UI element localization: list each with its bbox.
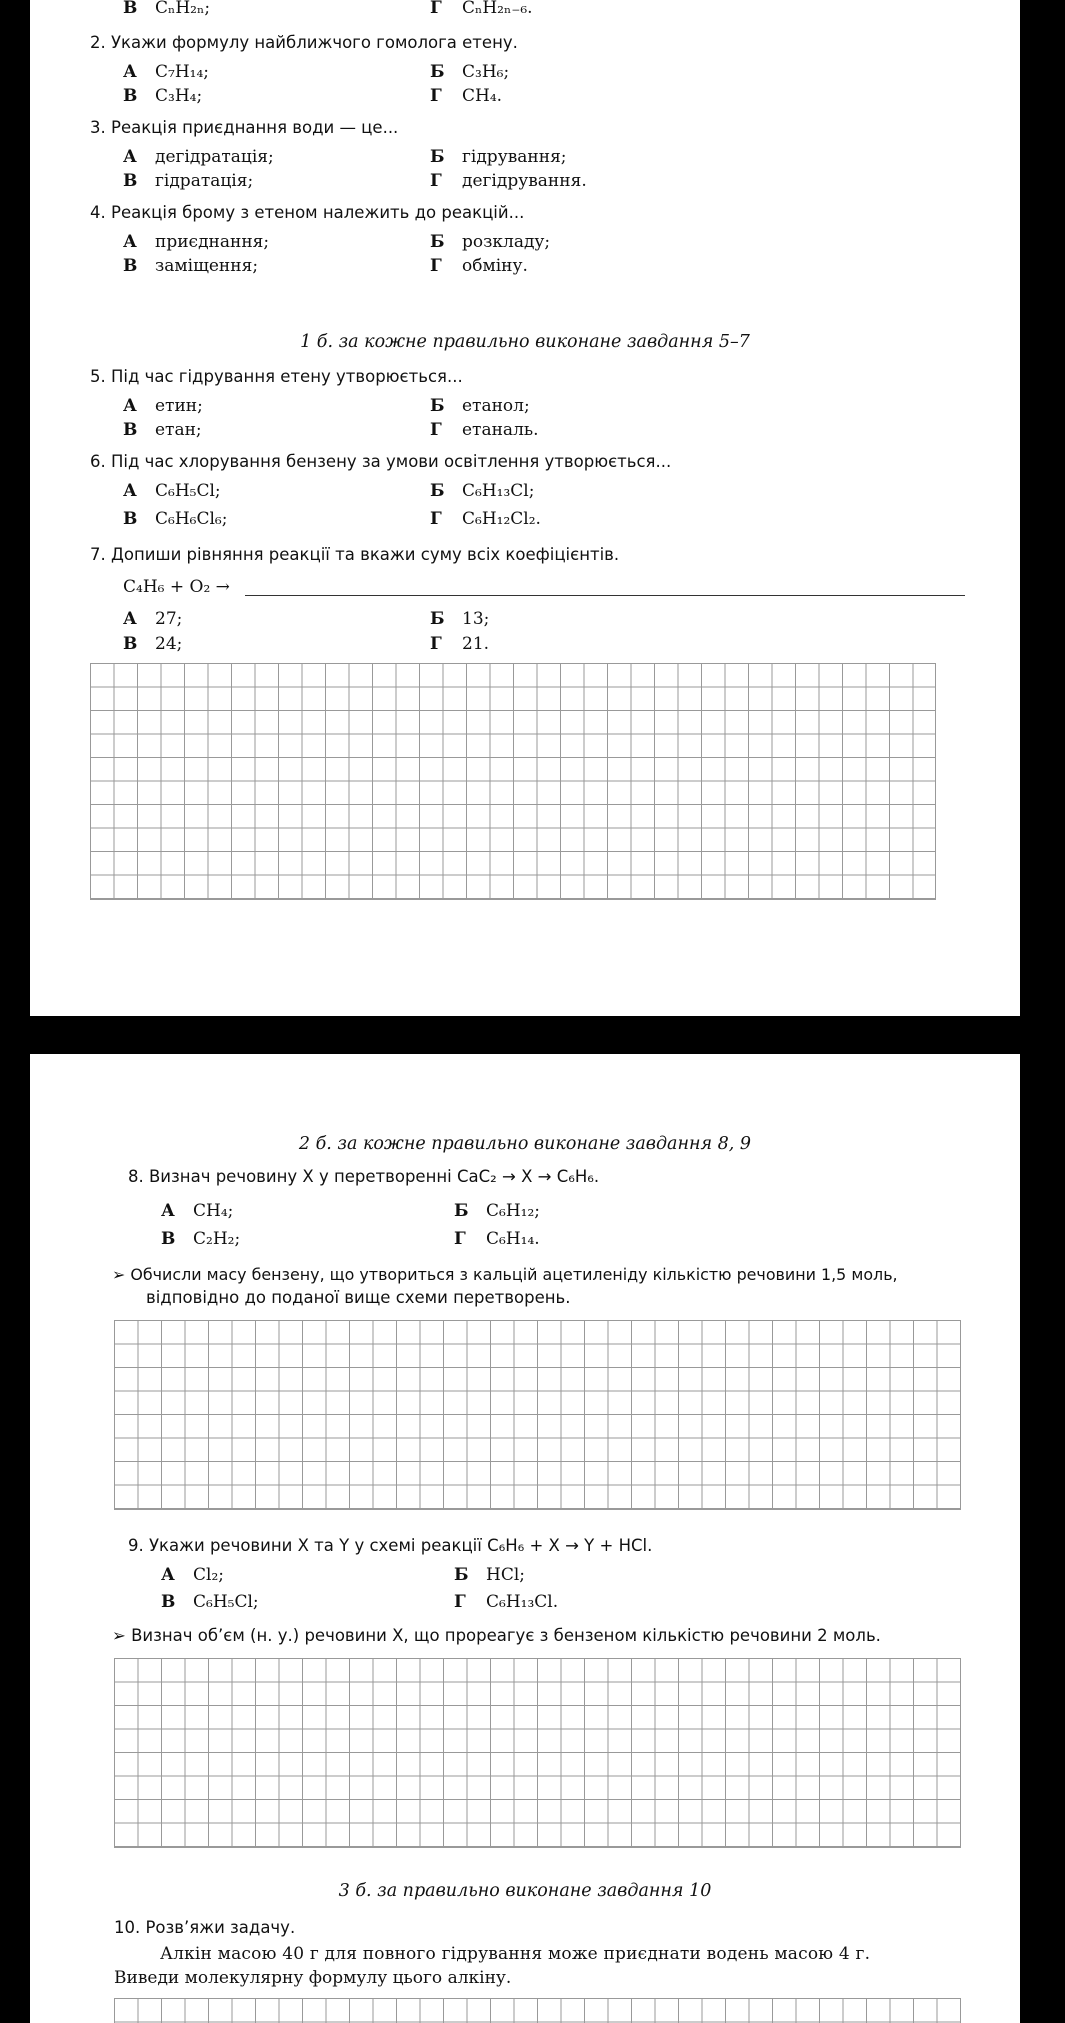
option-v: В CₙH₂ₙ; — [123, 0, 211, 18]
question-4: 4. Реакція брому з етеном належить до реакцій... — [90, 203, 525, 222]
option-g: Г етаналь. — [430, 420, 539, 440]
question-8: 8. Визнач речовину X у перетворенні CaC₂ → X → C₆H₆. — [128, 1167, 600, 1186]
question-5: 5. Під час гідрування етену утворюється... — [90, 367, 463, 386]
question-9: 9. Укажи речовини X та Y у схемі реакції C₆H₆ + X → Y + HCl. — [128, 1536, 653, 1555]
option-g: Г C₆H₁₂Cl₂. — [430, 509, 541, 529]
option-v: В C₃H₄; — [123, 86, 203, 106]
option-b: Б розкладу; — [430, 232, 551, 252]
answer-grid[interactable] — [90, 663, 936, 900]
worksheet-page-2 — [30, 1054, 1020, 2023]
question-7: 7. Допиши рівняння реакції та вкажи суму всіх коефіцієнтів. — [90, 545, 620, 564]
option-a: А C₇H₁₄; — [123, 62, 210, 82]
question-10: 10. Розв’яжи задачу. — [114, 1918, 296, 1937]
section-header: 1 б. за кожне правильно виконане завдання 5–7 — [300, 332, 750, 352]
option-a: А C₆H₅Cl; — [123, 481, 221, 501]
answer-grid[interactable] — [114, 1998, 961, 2023]
question-6: 6. Під час хлорування бензену за умови освітлення утворюється... — [90, 452, 672, 471]
option-a: А Cl₂; — [161, 1565, 224, 1585]
option-a: А 27; — [123, 609, 183, 629]
option-v: В 24; — [123, 634, 183, 654]
option-b: Б гідрування; — [430, 147, 567, 167]
option-b: Б етанол; — [430, 396, 530, 416]
option-g: Г 21. — [430, 634, 490, 654]
answer-line[interactable] — [245, 595, 965, 596]
option-g: Г CH₄. — [430, 86, 503, 106]
task-text: Алкін масою 40 г для повного гідрування може приєднати водень масою 4 г. — [160, 1944, 871, 1964]
option-b: Б 13; — [430, 609, 490, 629]
option-g: Г обміну. — [430, 256, 528, 276]
bullet-task: ➢ Визнач об’єм (н. у.) речовини X, що прореагує з бензеном кількістю речовини 2 моль. — [112, 1626, 881, 1645]
option-v: В заміщення; — [123, 256, 259, 276]
option-b: Б C₆H₁₂; — [454, 1201, 541, 1221]
option-b: Б C₆H₁₃Cl; — [430, 481, 535, 501]
option-v: В C₂H₂; — [161, 1229, 241, 1249]
option-v: В гідратація; — [123, 171, 254, 191]
option-g: Г C₆H₁₃Cl. — [454, 1592, 559, 1612]
section-header: 2 б. за кожне правильно виконане завдання 8, 9 — [298, 1134, 752, 1154]
option-v: В C₆H₆Cl₆; — [123, 509, 228, 529]
question-3: 3. Реакція приєднання води — це... — [90, 118, 399, 137]
section-header: 3 б. за правильно виконане завдання 10 — [338, 1881, 712, 1901]
option-a: А етин; — [123, 396, 203, 416]
bullet-task-continued: відповідно до поданої вище схеми перетворень. — [146, 1288, 571, 1307]
option-v: В етан; — [123, 420, 202, 440]
option-a: А CH₄; — [161, 1201, 234, 1221]
equation: C₄H₆ + O₂ → — [123, 577, 230, 597]
question-2: 2. Укажи формулу найближчого гомолога етену. — [90, 33, 518, 52]
option-a: А приєднання; — [123, 232, 270, 252]
option-g: Г дегідрування. — [430, 171, 587, 191]
answer-grid[interactable] — [114, 1658, 961, 1848]
task-text: Виведи молекулярну формулу цього алкіну. — [114, 1968, 512, 1988]
answer-grid[interactable] — [114, 1320, 961, 1510]
option-g: Г C₆H₁₄. — [454, 1229, 540, 1249]
worksheet-page-1 — [30, 0, 1020, 1016]
option-g: Г CₙH₂ₙ₋₆. — [430, 0, 533, 18]
option-a: А дегідратація; — [123, 147, 274, 167]
option-v: В C₆H₅Cl; — [161, 1592, 259, 1612]
option-b: Б C₃H₆; — [430, 62, 510, 82]
option-b: Б HCl; — [454, 1565, 525, 1585]
bullet-task: ➢ Обчисли масу бензену, що утвориться з кальцій ацетиленіду кількістю речовини 1,5 моль, — [112, 1265, 898, 1284]
